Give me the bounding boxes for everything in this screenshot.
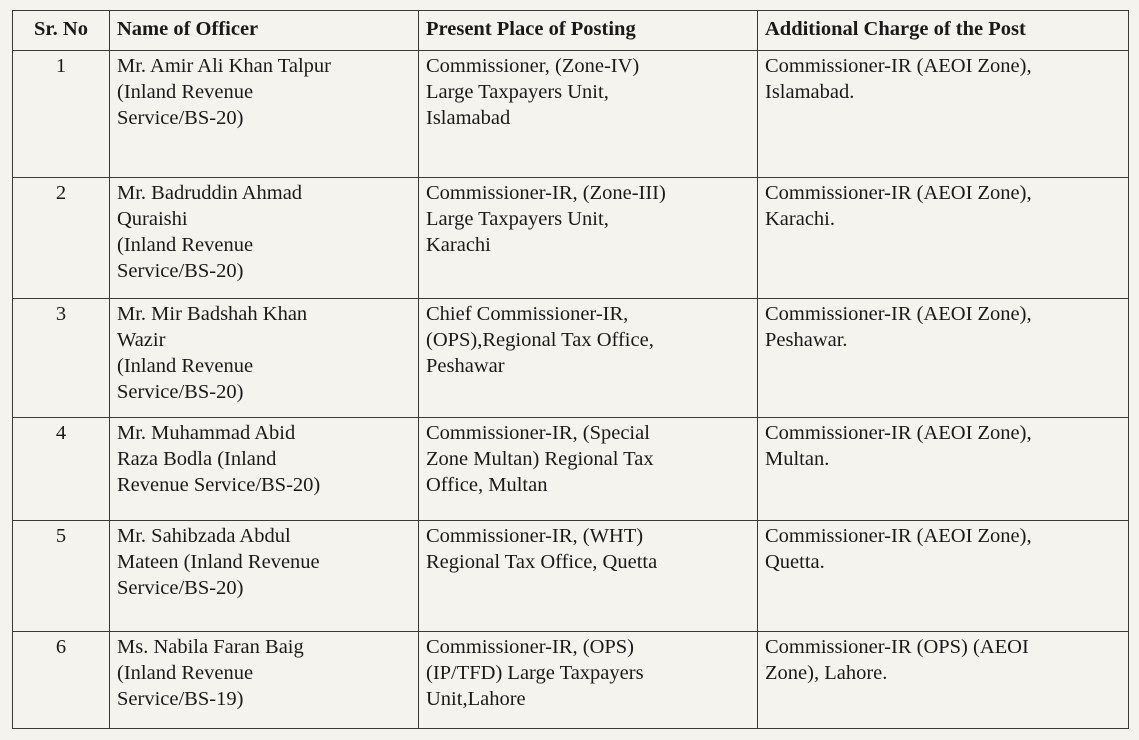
officer-posting-table [12,10,1129,729]
cell-text-line: Unit,Lahore [426,688,526,710]
cell-text-line: Zone Multan) Regional Tax [426,448,654,470]
cell-text-line: Service/BS-20) [117,381,244,403]
cell-text-line: Mateen (Inland Revenue [117,551,320,573]
header-present-place-of-posting: Present Place of Posting [419,11,758,51]
cell-text-line: Islamabad [426,107,511,129]
cell-text-line: Service/BS-20) [117,577,244,599]
cell-text-line: Service/BS-20) [117,260,244,282]
cell-present-place-of-posting [419,418,758,521]
cell-text-line: (OPS),Regional Tax Office, [426,329,654,351]
table-header-row [13,11,1129,51]
cell-sr-no: 1 [13,51,110,178]
cell-text-line: Mr. Badruddin Ahmad [117,182,303,204]
cell-text-line: Service/BS-20) [117,107,244,129]
cell-additional-charge [758,178,1129,299]
cell-sr-no: 4 [13,418,110,521]
header-name-of-officer: Name of Officer [110,11,419,51]
cell-name-of-officer [110,51,419,178]
cell-text-line: Commissioner, (Zone-IV) [426,55,640,77]
cell-text-line: Ms. Nabila Faran Baig [117,636,304,658]
header-sr-no: Sr. No [13,11,110,51]
cell-text-line: Commissioner-IR (AEOI Zone), [765,182,1032,204]
cell-present-place-of-posting [419,178,758,299]
cell-name-of-officer [110,521,419,632]
cell-text-line: Commissioner-IR (AEOI Zone), [765,422,1032,444]
cell-text-line: (Inland Revenue [117,234,254,256]
cell-text-line: Office, Multan [426,474,548,496]
cell-additional-charge [758,632,1129,729]
table-row [13,178,1129,299]
cell-sr-no: 2 [13,178,110,299]
cell-text-line: Commissioner-IR (OPS) (AEOI [765,636,1029,658]
cell-text-line: Quetta. [765,551,825,573]
cell-present-place-of-posting [419,51,758,178]
cell-text-line: Raza Bodla (Inland [117,448,277,470]
cell-text-line: Large Taxpayers Unit, [426,208,609,230]
cell-text-line: Quraishi [117,208,188,230]
table-row [13,299,1129,418]
table-row [13,521,1129,632]
cell-additional-charge [758,299,1129,418]
cell-additional-charge [758,51,1129,178]
cell-present-place-of-posting [419,299,758,418]
cell-text-line: Revenue Service/BS-20) [117,474,321,496]
cell-text-line: Commissioner-IR, (Special [426,422,650,444]
cell-text-line: Mr. Muhammad Abid [117,422,296,444]
cell-text-line: Commissioner-IR, (Zone-III) [426,182,666,204]
cell-name-of-officer [110,632,419,729]
table-row [13,51,1129,178]
cell-name-of-officer [110,418,419,521]
cell-text-line: (IP/TFD) Large Taxpayers [426,662,644,684]
cell-text-line: Commissioner-IR (AEOI Zone), [765,525,1032,547]
cell-text-line: Service/BS-19) [117,688,244,710]
cell-sr-no: 5 [13,521,110,632]
table-row [13,418,1129,521]
cell-additional-charge [758,521,1129,632]
cell-present-place-of-posting [419,632,758,729]
cell-sr-no: 6 [13,632,110,729]
cell-text-line: Commissioner-IR (AEOI Zone), [765,303,1032,325]
cell-text-line: Mr. Mir Badshah Khan [117,303,308,325]
cell-text-line: Peshawar [426,355,505,377]
cell-text-line: (Inland Revenue [117,355,254,377]
cell-text-line: Commissioner-IR (AEOI Zone), [765,55,1032,77]
cell-present-place-of-posting [419,521,758,632]
cell-text-line: (Inland Revenue [117,81,254,103]
table-row [13,632,1129,729]
cell-name-of-officer [110,178,419,299]
cell-text-line: Zone), Lahore. [765,662,888,684]
cell-text-line: Regional Tax Office, Quetta [426,551,658,573]
cell-text-line: Multan. [765,448,830,470]
cell-text-line: Wazir [117,329,166,351]
cell-name-of-officer [110,299,419,418]
cell-text-line: Mr. Sahibzada Abdul [117,525,291,547]
cell-text-line: Peshawar. [765,329,848,351]
cell-text-line: Islamabad. [765,81,855,103]
cell-text-line: Karachi [426,234,491,256]
cell-text-line: Karachi. [765,208,835,230]
cell-additional-charge [758,418,1129,521]
cell-text-line: Chief Commissioner-IR, [426,303,629,325]
cell-text-line: Commissioner-IR, (OPS) [426,636,635,658]
cell-text-line: Mr. Amir Ali Khan Talpur [117,55,331,77]
cell-text-line: Large Taxpayers Unit, [426,81,609,103]
header-additional-charge: Additional Charge of the Post [758,11,1129,51]
cell-sr-no: 3 [13,299,110,418]
cell-text-line: (Inland Revenue [117,662,254,684]
cell-text-line: Commissioner-IR, (WHT) [426,525,644,547]
